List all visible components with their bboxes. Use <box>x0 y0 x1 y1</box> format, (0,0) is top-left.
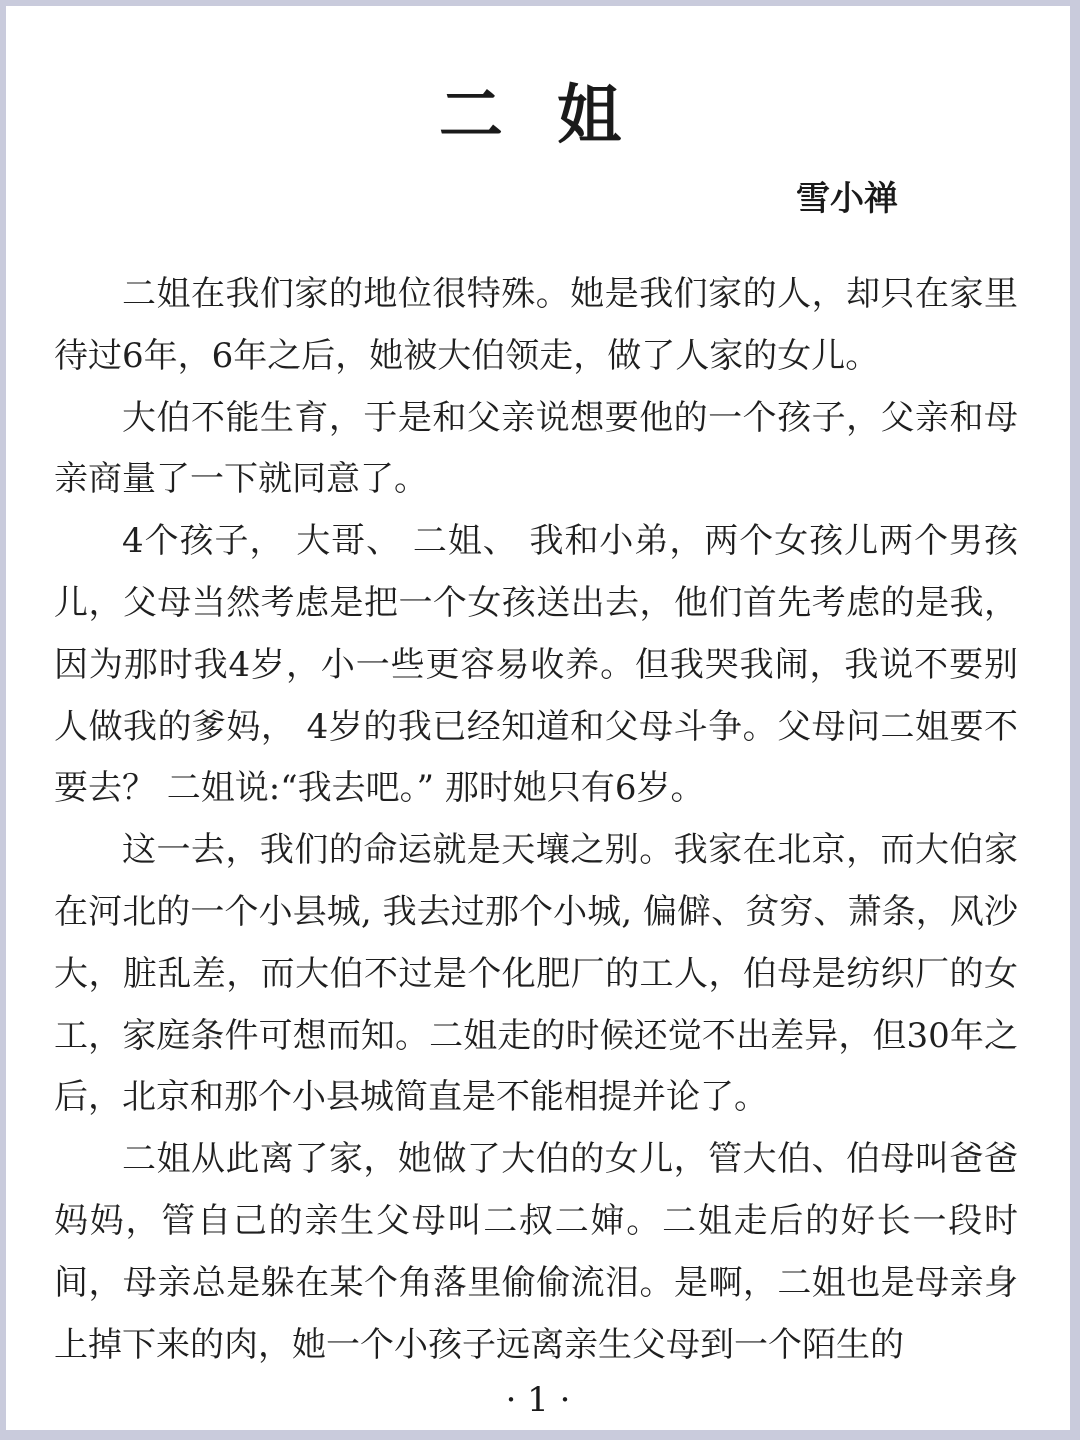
article-body <box>54 264 1018 1376</box>
document-title: 二 姐 <box>438 78 638 153</box>
paragraph-1: 二姐在我们家的地位很特殊。她是我们家的人，却只在家里待过6年，6年之后，她被大伯领走，做了人家的女儿。 <box>54 274 1018 376</box>
paragraph-2: 大伯不能生育，于是和父亲说想要他的一个孩子，父亲和母亲商量了一下就同意了。 <box>54 397 1018 500</box>
document-page <box>6 6 1070 1430</box>
page-number: · 1 · <box>505 1380 571 1420</box>
author-name: 雪小禅 <box>796 179 898 219</box>
paragraph-3: 4个孩子， 大哥、 二姐、 我和小弟，两个女孩儿两个男孩儿，父母当然考虑是把一个女孩送出去，他们首先考虑的是我， 因为那时我4岁，小一些更容易收养。但我哭我闹，我说不要别人做我的爹妈， 4岁的我已经知道和父母斗争。父母问二姐要不要去？ 二姐说:“我去吧。” 那时她只有6岁。 <box>54 521 1018 809</box>
paragraph-5: 二姐从此离了家，她做了大伯的女儿，管大伯、伯母叫爸爸妈妈，管自己的亲生父母叫二叔二婶。二姐走后的好长一段时间，母亲总是躲在某个角落里偷偷流泪。是啊，二姐也是母亲身上掉下来的肉，她一个小孩子远离亲生父母到一个陌生的 <box>54 1139 1018 1365</box>
paragraph-4: 这一去，我们的命运就是天壤之别。我家在北京，而大伯家在河北的一个小县城, 我去过那个小城, 偏僻、贫穷、萧条，风沙大，脏乱差，而大伯不过是个化肥厂的工人，伯母是纺织厂的女工，家庭条件可想而知。二姐走的时候还觉不出差异，但30年之后，北京和那个小县城简直是不能相提并论了。 <box>54 830 1018 1118</box>
